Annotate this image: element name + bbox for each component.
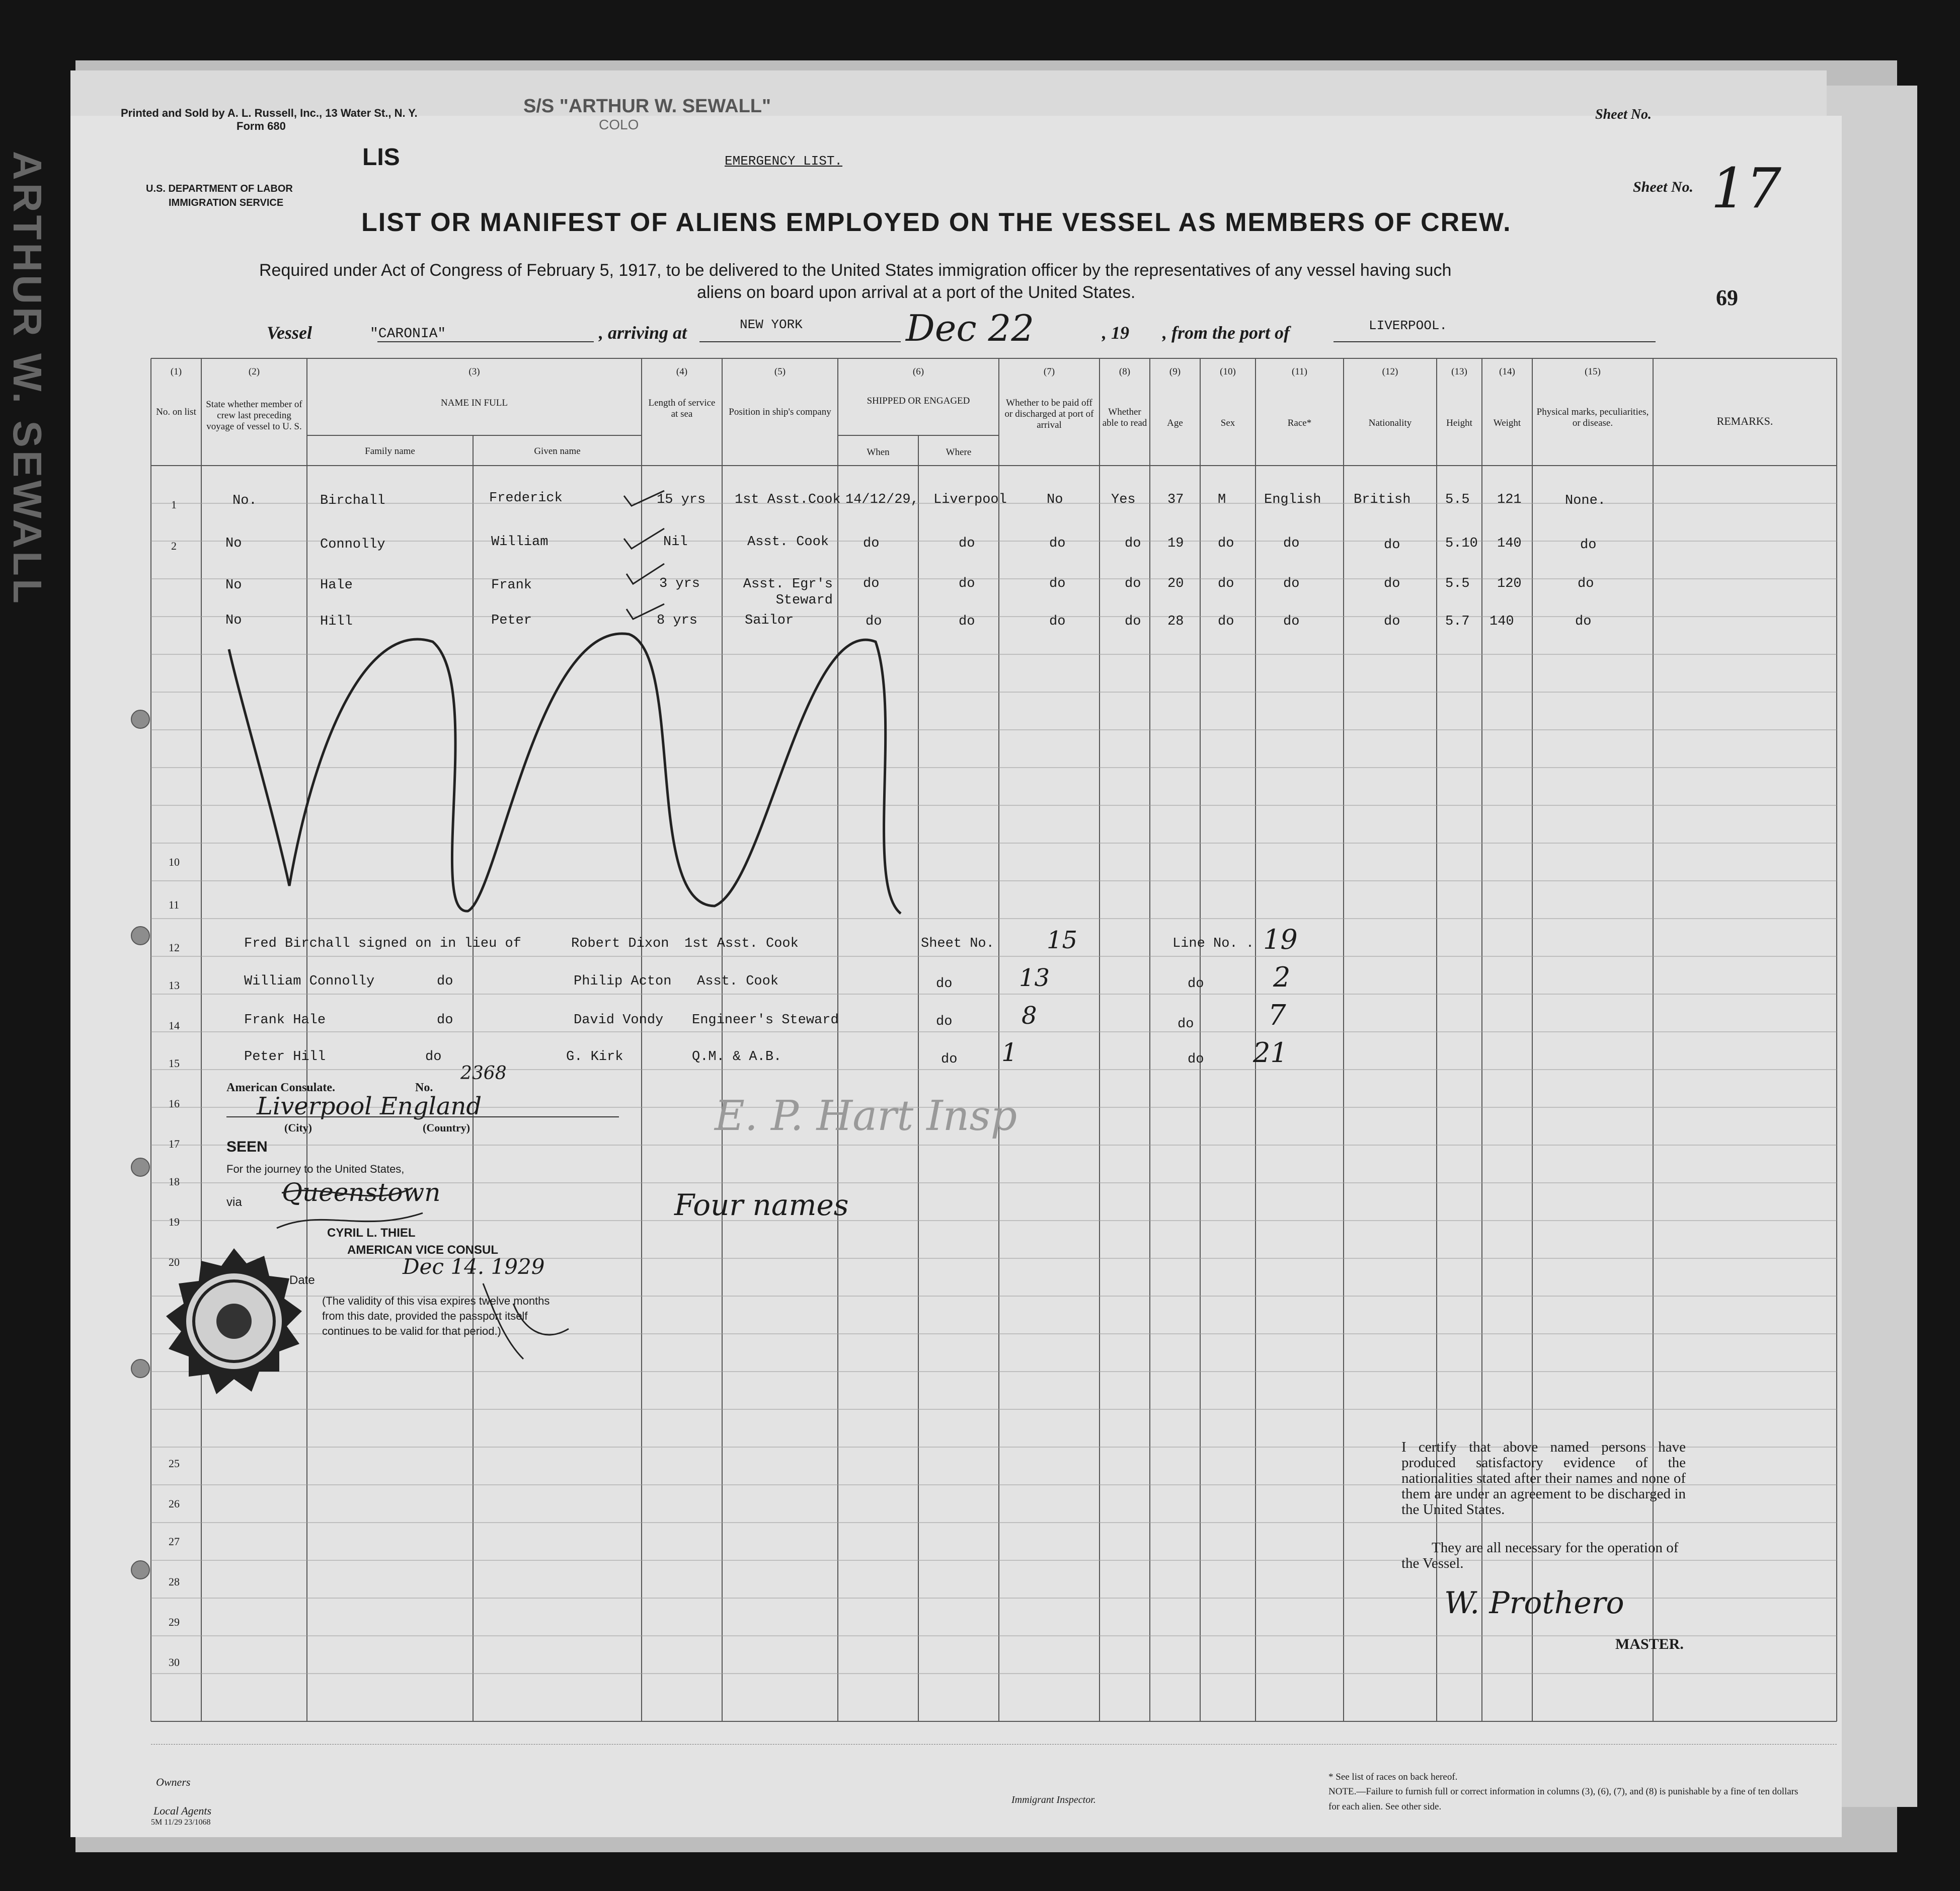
cell-where: do [959,536,975,551]
country-label: (Country) [423,1121,471,1134]
consulate-label: American Consulate. [226,1081,335,1094]
lieu-sheet-label: do [941,1052,958,1067]
penalty-note: NOTE.—Failure to furnish full or correct information in columns (3), (6), (7), and (8) is punishable by a fine of ten dollars for each alien. See other side. [1328,1786,1798,1812]
col-num-10: (10) [1220,366,1236,377]
cell-previous-voyage: No [225,613,242,628]
cell-height: 5.7 [1445,614,1470,629]
cell-age: 20 [1167,576,1184,591]
cell-race: English [1264,492,1321,507]
list-label: LIS [362,144,400,171]
header-position: Position in ship's company [729,407,831,417]
check-mark-icon [624,528,664,549]
check-mark-icon [626,564,664,584]
cell-sex: do [1218,536,1234,551]
cell-marks: None. [1565,493,1606,508]
lieu-position: Asst. Cook [697,974,779,989]
lieu-sheet-label: Sheet No. [921,936,994,951]
lieu-line: 2 [1273,961,1291,993]
cell-height: 5.5 [1445,576,1470,591]
cell-read: do [1125,614,1141,629]
cell-when: do [863,536,880,551]
cell-age: 28 [1167,614,1184,629]
lieu-replaced: G. Kirk [566,1049,623,1065]
cell-service: 15 yrs [657,492,706,507]
lieu-name: William Connolly [244,974,375,989]
master-signature: W. Prothero [1444,1585,1624,1621]
seen-label: SEEN [226,1139,268,1155]
cell-given-name: Frederick [489,491,563,506]
cell-race: do [1283,536,1300,551]
row-number: 2 [171,540,177,552]
vessel-value: "CARONIA" [370,326,446,342]
cell-race: do [1283,614,1300,629]
owners-label: Owners [156,1776,191,1788]
inspector-annotation: E. P. Hart Insp [715,1092,1017,1140]
cell-given-name: Peter [491,613,532,628]
cancellation-scribble [229,634,901,914]
lieu-position: 1st Asst. Cook [684,936,799,951]
arrival-date: Dec 22 [906,307,1035,349]
lieu-name: Fred Birchall signed on in lieu of [244,936,521,951]
lieu-sheet: 8 [1022,1002,1037,1030]
cell-age: 19 [1167,536,1184,551]
col-num-7: (7) [1043,366,1055,377]
row-number: 27 [169,1535,180,1548]
sheet-no-label: Sheet No. [1633,179,1693,195]
consul-signature-icon [262,1178,594,1369]
lieu-position: Engineer's Steward [692,1013,839,1028]
lieu-ditto: do [437,974,453,989]
col-num-8: (8) [1119,366,1131,377]
cell-given-name: William [491,535,548,550]
lieu-line-label: do [1178,1017,1194,1032]
dept-line-1: U.S. DEPARTMENT OF LABOR [146,183,293,194]
cell-nationality: do [1384,538,1400,553]
header-age: Age [1167,418,1183,428]
printer-line: Printed and Sold by A. L. Russell, Inc., 13 Water St., N. Y. [121,107,418,119]
header-physical-marks: Physical marks, peculiarities, or disease. [1536,407,1649,428]
via-label: via [226,1195,242,1209]
cell-height: 5.10 [1445,536,1478,551]
cell-nationality: do [1384,614,1400,629]
from-label: , from the port of [1162,323,1290,343]
lieu-line: 21 [1253,1037,1288,1069]
page-number: 69 [1716,285,1738,310]
row-number: 30 [169,1656,180,1669]
col-num-14: (14) [1499,366,1515,377]
cell-family-name: Connolly [320,537,385,552]
header-family-name: Family name [365,446,415,457]
col-num-15: (15) [1585,366,1601,377]
lieu-line: 7 [1268,999,1286,1032]
header-shipped-engaged: SHIPPED OR ENGAGED [867,396,970,406]
sheet-no-value: 17 [1711,156,1781,220]
col-num-5: (5) [774,366,786,377]
check-mark-icon [626,604,664,619]
col-num-12: (12) [1382,366,1398,377]
cell-weight: 120 [1497,576,1522,591]
col-num-11: (11) [1292,366,1307,377]
arriving-label: , arriving at [599,323,687,343]
header-weight: Weight [1493,418,1521,428]
header-previous-voyage: State whether member of crew last preceding voyage of vessel to U. S. [206,399,302,432]
header-nationality: Nationality [1368,418,1412,428]
lieu-replaced: Philip Acton [574,974,672,989]
cell-paid-off: do [1049,536,1066,551]
row-number: 16 [169,1097,180,1110]
row-number: 14 [169,1019,180,1032]
row-number: 19 [169,1216,180,1228]
cell-when: 14/12/29, [845,492,919,507]
names-annotation: Four names [674,1188,849,1222]
cell-given-name: Frank [491,578,532,593]
inspector-label: Immigrant Inspector. [1011,1794,1096,1805]
form-code: 5M 11/29 23/1068 [151,1818,211,1827]
cell-weight: 140 [1497,536,1522,551]
consul-title: AMERICAN VICE CONSUL [347,1243,499,1257]
header-race: Race* [1287,418,1312,428]
ship-stamp-sub: COLO [599,117,639,132]
header-sex: Sex [1220,418,1235,428]
arriving-value: NEW YORK [740,317,803,332]
row-number: 11 [169,898,180,911]
side-stamp-text: ARTHUR W. SEWALL [5,151,50,607]
from-port: LIVERPOOL. [1369,318,1448,333]
cell-nationality: British [1354,492,1411,507]
check-mark-icon [624,491,664,506]
cell-weight: 140 [1489,614,1514,629]
header-when: When [867,447,890,458]
vessel-label: Vessel [267,323,312,343]
cell-previous-voyage: No. [232,493,257,508]
lieu-replaced: Robert Dixon [571,936,669,951]
cell-marks: do [1578,576,1594,591]
visa-validity-note: (The validity of this visa expires twelve months from this date, provided the passport itself continues to be valid for that period.) [322,1295,550,1337]
cell-service: 3 yrs [659,576,700,591]
required-line-2: aliens on board upon arrival at a port of the United States. [697,283,1136,302]
visa-no-label: No. [415,1081,433,1094]
cell-position: Asst. Cook [747,535,829,550]
cell-where: do [959,614,975,629]
page-title: LIST OR MANIFEST OF ALIENS EMPLOYED ON THE VESSEL AS MEMBERS OF CREW. [361,208,1512,237]
lieu-sheet: 15 [1047,926,1078,954]
races-note: * See list of races on back hereof. [1328,1772,1458,1782]
header-no-on-list: No. on list [156,407,196,417]
col-num-1: (1) [170,366,182,377]
row-number: 10 [169,856,180,868]
lieu-line-label: Line No. . [1172,936,1255,951]
lieu-line-label: do [1188,976,1204,992]
cell-age: 37 [1167,492,1184,507]
row-number: 15 [169,1057,180,1070]
row-number: 18 [169,1175,180,1188]
master-certificate: I certify that above named persons have produced satisfactory evidence of the nationalities stated after their names and none of them are under an agreement to be discharged in the United States. [1401,1439,1686,1518]
lieu-sheet: 1 [1001,1038,1017,1067]
lieu-name: Peter Hill [244,1049,326,1065]
col-num-4: (4) [676,366,688,377]
cell-paid-off: do [1049,576,1066,591]
cell-when: do [866,614,882,629]
cell-nationality: do [1384,576,1400,591]
lieu-position: Q.M. & A.B. [692,1049,782,1065]
row-number: 17 [169,1138,180,1150]
required-line-1: Required under Act of Congress of February 5, 1917, to be delivered to the United States immigration officer by the representatives of any vessel having such [259,261,1452,280]
journey-label: For the journey to the United States, [226,1163,405,1175]
visa-date: Dec 14. 1929 [403,1254,545,1279]
cell-read: do [1125,536,1141,551]
lieu-line-label: do [1188,1052,1204,1067]
col-num-6: (6) [912,366,924,377]
row-number: 28 [169,1575,180,1588]
header-paid-off: Whether to be paid off or discharged at port of arrival [1004,398,1094,430]
city-underline [226,1116,619,1117]
cell-position: Asst. Egr's Steward [743,577,833,608]
cell-position: 1st Asst.Cook [735,492,841,507]
row-number: 26 [169,1497,180,1510]
lieu-line: 19 [1263,924,1298,955]
header-name-in-full: NAME IN FULL [441,398,508,408]
cell-family-name: Hale [320,578,353,593]
cell-marks: do [1580,538,1597,553]
row-number: 1 [171,498,177,511]
cell-sex: M [1218,492,1226,507]
cell-weight: 121 [1497,492,1522,507]
consul-name: CYRIL L. THIEL [327,1226,416,1240]
cell-sex: do [1218,614,1234,629]
visa-no: 2368 [460,1063,507,1084]
emergency-list: EMERGENCY LIST. [725,154,843,169]
row-number: 13 [169,979,180,992]
header-length-of-service: Length of service at sea [648,398,716,419]
footer-rule [151,1744,1837,1745]
col-num-2: (2) [248,366,260,377]
cell-height: 5.5 [1445,492,1470,507]
col-num-13: (13) [1451,366,1467,377]
via-port: Queenstown [282,1178,441,1207]
row-number: 20 [169,1256,180,1268]
cell-paid-off: No [1047,492,1063,507]
master-label: MASTER. [1615,1636,1684,1652]
lieu-sheet: 13 [1019,964,1050,992]
cell-previous-voyage: No [225,578,242,593]
cell-family-name: Birchall [320,493,385,508]
header-able-to-read: Whether able to read [1102,407,1147,428]
dept-line-2: IMMIGRATION SERVICE [169,197,284,208]
master-certificate-2: They are all necessary for the operation of the Vessel. [1401,1540,1679,1571]
form-number: Form 680 [237,120,286,132]
city-label: (City) [284,1121,312,1134]
visa-city: Liverpool England [257,1092,482,1120]
lieu-sheet-label: do [936,1014,953,1029]
cell-where: Liverpool [933,492,1007,507]
cell-marks: do [1575,614,1592,629]
lieu-replaced: David Vondy [574,1013,664,1028]
header-given-name: Given name [534,446,581,457]
header-remarks: REMARKS. [1716,415,1773,427]
cell-service: Nil [663,535,688,550]
cell-paid-off: do [1049,614,1066,629]
local-agents-label: Local Agents [153,1804,212,1817]
cell-where: do [959,576,975,591]
ship-stamp: S/S "ARTHUR W. SEWALL" [523,96,771,117]
lieu-name: Frank Hale [244,1013,326,1028]
lieu-ditto: do [437,1013,453,1028]
col-num-9: (9) [1169,366,1181,377]
lieu-sheet-label: do [936,976,953,992]
visa-date-label: Date [289,1273,315,1287]
cell-when: do [863,576,880,591]
row-number: 25 [169,1457,180,1470]
cell-read: Yes [1111,492,1136,507]
cell-service: 8 yrs [657,613,698,628]
row-number: 29 [169,1616,180,1628]
header-where: Where [946,447,972,458]
cell-race: do [1283,576,1300,591]
row-number: 12 [169,941,180,954]
lieu-ditto: do [425,1049,442,1065]
col-num-3: (3) [468,366,480,377]
cell-previous-voyage: No [225,536,242,551]
header-height: Height [1446,418,1472,428]
cell-read: do [1125,576,1141,591]
cell-sex: do [1218,576,1234,591]
sheet-no-top: Sheet No. [1595,107,1652,122]
year-label: , 19 [1102,323,1129,343]
cell-position: Sailor [745,613,794,628]
cell-family-name: Hill [320,614,353,629]
